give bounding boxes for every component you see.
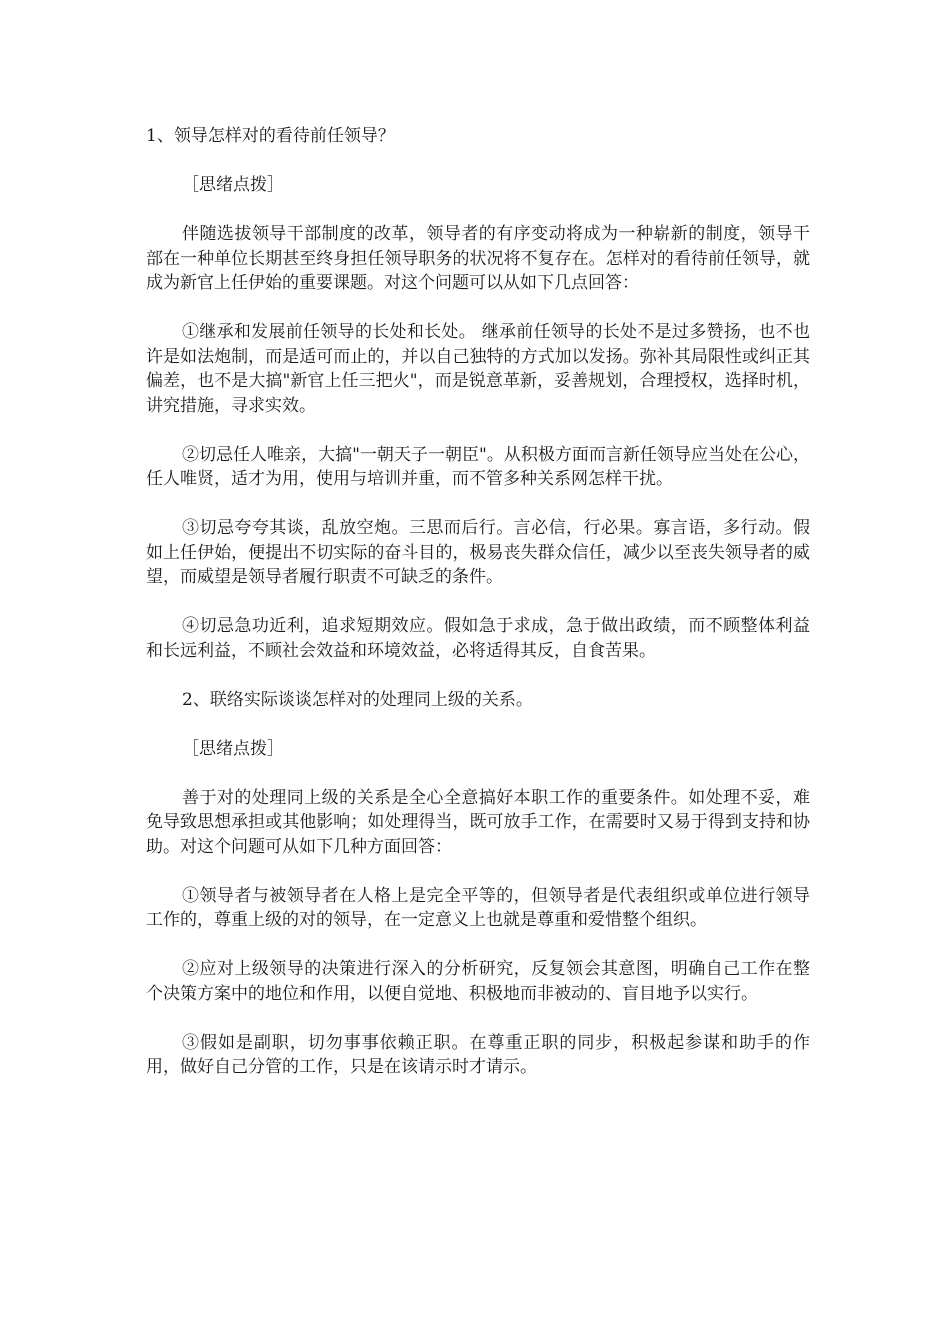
question-2-title: 2、联络实际谈谈怎样对的处理同上级的关系。 (182, 689, 533, 710)
question-2-intro: 善于对的处理同上级的关系是全心全意搞好本职工作的重要条件。如处理不妥，难免导致思想承担或其他影响；如处理得当，既可放手工作，在需要时又易于得到支持和协助。对这个问题可从如下几种方面回答： (146, 787, 810, 857)
question-1-point-4: ④切忌急功近利，追求短期效应。假如急于求成，急于做出政绩，而不顾整体利益和长远利益，不顾社会效益和环境效益，必将适得其反，自食苦果。 (146, 616, 810, 661)
question-1-point-2: ②切忌任人唯亲，大搞"一朝天子一朝臣"。从积极方面而言新任领导应当处在公心，任人唯贤，适才为用，使用与培训并重，而不管多种关系网怎样干扰。 (146, 444, 810, 489)
question-1-point-1: ①继承和发展前任领导的长处和长处。 继承前任领导的长处不是过多赞扬，也不也许是如法炮制，而是适可而止的，并以自己独特的方式加以发扬。弥补其局限性或纠正其偏差，也不是大搞"新官上任三把火"，而是锐意革新，妥善规划，合理授权，选择时机，讲究措施，寻求实效。 (146, 322, 810, 416)
question-1-hint-label: ［思绪点拨］ (182, 175, 284, 195)
document-page (146, 124, 810, 1104)
question-2-point-3: ③假如是副职，切勿事事依赖正职。在尊重正职的同步，积极起参谋和助手的作用，做好自己分管的工作，只是在该请示时才请示。 (146, 1032, 810, 1077)
question-2-point-2: ②应对上级领导的决策进行深入的分析研究，反复领会其意图，明确自己工作在整个决策方案中的地位和作用，以便自觉地、积极地而非被动的、盲目地予以实行。 (146, 959, 810, 1004)
question-2-hint-label: ［思绪点拨］ (182, 738, 284, 759)
question-1-point-3: ③切忌夸夸其谈，乱放空炮。三思而后行。言必信，行必果。寡言语，多行动。假如上任伊始，便提出不切实际的奋斗目的，极易丧失群众信任，减少以至丧失领导者的威望，而威望是领导者履行职责不可缺乏的条件。 (146, 518, 810, 587)
question-1-title: 1、领导怎样对的看待前任领导？ (146, 126, 395, 146)
question-1-intro: 伴随选拔领导干部制度的改革，领导者的有序变动将成为一种崭新的制度，领导干部在一种单位长期甚至终身担任领导职务的状况将不复存在。怎样对的看待前任领导，就成为新官上任伊始的重要课题。对这个问题可以从如下几点回答： (146, 224, 810, 293)
question-2-point-1: ①领导者与被领导者在人格上是完全平等的，但领导者是代表组织或单位进行领导工作的，尊重上级的对的领导，在一定意义上也就是尊重和爱惜整个组织。 (146, 885, 810, 930)
